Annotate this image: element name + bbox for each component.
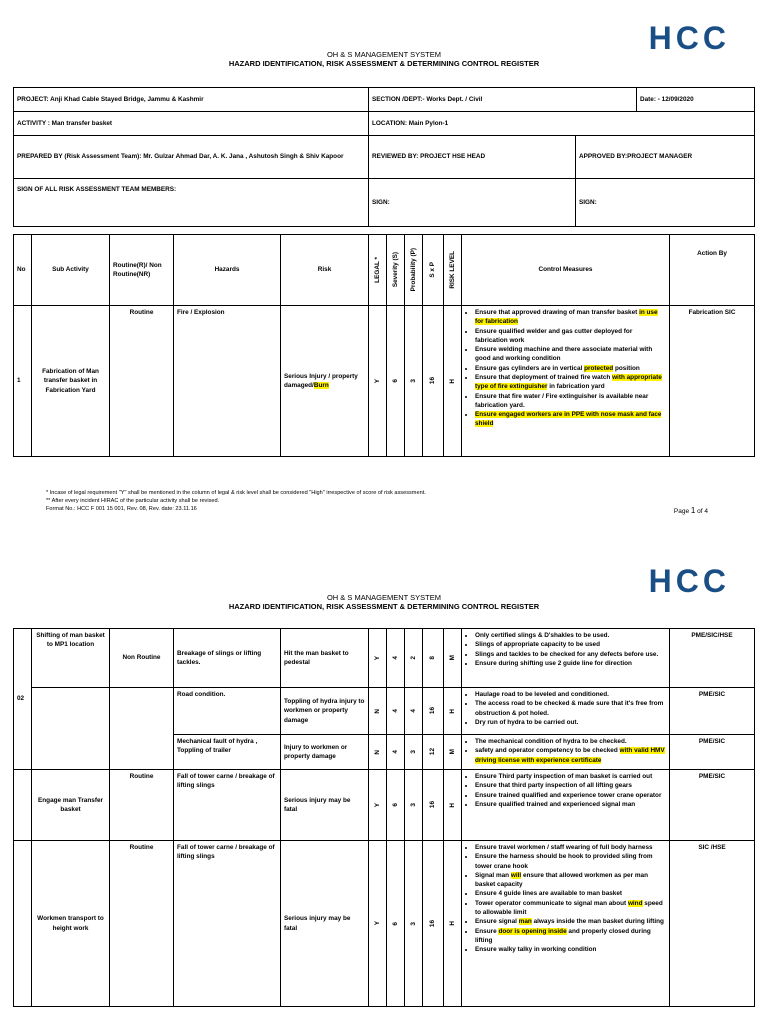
footer-notes [46, 490, 426, 513]
table-row [14, 306, 755, 457]
list-item: • Ensure during shifting use 2 guide line for direction [475, 659, 666, 668]
row-sxp: 16 [429, 919, 437, 928]
row-sub-activity: Workmen transport to height work [32, 841, 110, 1007]
row-legal: N [373, 708, 381, 714]
row-legal: Y [373, 378, 381, 384]
table-row [14, 841, 755, 1007]
section-cell: SECTION /DEPT:- Works Dept. / Civil [369, 88, 637, 112]
list-item: • Ensure door is opening inside and properly closed during lifting [475, 927, 666, 946]
row-risk: Hit the man basket to pedestal [281, 629, 369, 688]
row-hazard: Mechanical fault of hydra , Toppling of trailer [174, 735, 281, 770]
hcc-logo-page2: HCC [648, 563, 730, 599]
page-number: Page 1 of 4 [673, 506, 708, 515]
row-control-measures [462, 841, 670, 1007]
row-sxp: 16 [429, 377, 437, 385]
row-control-measures [462, 688, 670, 735]
list-item: • Ensure that third party inspection of all lifting gears [475, 781, 666, 790]
row-sxp: 12 [429, 748, 437, 756]
list-item: • Ensure that approved drawing of man transfer basket in use for fabrication [475, 308, 666, 327]
row-sub-activity: Shifting of man basket to MP1 location [32, 629, 110, 688]
col-risk-level: RISK LEVEL [448, 251, 456, 289]
list-item: • Only certified slings & D'shakles to be used. [475, 631, 666, 640]
list-item: • Signal man will ensure that allowed workmen as per man basket capacity [475, 871, 666, 890]
list-item: • The mechanical condition of hydra to be checked. [475, 737, 666, 746]
row-hazard: Fall of tower carne / breakage of lifting slings [174, 770, 281, 841]
row-sxp: 16 [429, 801, 437, 809]
row-risk-level: H [448, 802, 456, 808]
list-item: • Ensure walky talky in working condition [475, 945, 666, 954]
activity-cell: ACTIVITY : Man transfer basket [14, 112, 369, 136]
row-probability: 3 [409, 750, 417, 754]
list-item: • The access road to be checked & made sure that it's free from obstruction & pot holed. [475, 699, 666, 718]
row-routine: Routine [110, 770, 174, 841]
sign-all-cell: SIGN OF ALL RISK ASSESSMENT TEAM MEMBERS: [14, 179, 369, 227]
row-action-by: PME/SIC/HSE [670, 629, 755, 688]
row-sub-activity: Fabrication of Man transfer basket in Fabrication Yard [32, 306, 110, 457]
list-item: • Dry run of hydra to be carried out. [475, 718, 666, 727]
approved-by-cell: APPROVED BY:PROJECT MANAGER [576, 136, 755, 179]
row-risk-level: H [448, 921, 456, 926]
list-item: • Ensure travel workmen / staff wearing of full body harness [475, 843, 666, 852]
prepared-by-cell: PREPARED BY (Risk Assessment Team): Mr. Gulzar Ahmad Dar, A. K. Jana , Ashutosh Singh & Shiv Kapoor [14, 136, 369, 179]
hazard-register-table [13, 234, 755, 457]
row-routine: Routine [110, 306, 174, 457]
date-cell: Date: - 12/09/2020 [637, 88, 755, 112]
col-sxp: S x P [429, 262, 437, 278]
location-cell: LOCATION: Main Pylon-1 [369, 112, 755, 136]
list-item: • Ensure welding machine and there associate material with good and working condition [475, 345, 666, 364]
hazard-register-table-page2 [13, 628, 755, 1007]
col-routine: Routine(R)/ Non Routine(NR) [110, 235, 174, 306]
row-sxp: 8 [429, 656, 437, 660]
row-routine: Routine [110, 841, 174, 1007]
row-action-by: PME/SIC [670, 688, 755, 735]
row-probability: 2 [409, 656, 417, 660]
row-probability: 4 [409, 709, 417, 713]
col-sub-activity: Sub Activity [32, 235, 110, 306]
row-control-measures [462, 735, 670, 770]
reviewed-by-cell: REVIEWED BY: PROJECT HSE HEAD [369, 136, 576, 179]
sign-approve-cell: SIGN: [576, 179, 755, 227]
row-action-by: PME/SIC [670, 770, 755, 841]
footer-note-revise: ** After every incident HIRAC of the particular activity shall be revised. [46, 497, 220, 504]
row-legal: Y [373, 921, 381, 926]
row-risk: Serious Injury / property damaged/Burn [281, 306, 369, 457]
row-probability: 3 [409, 379, 417, 383]
sign-review-cell: SIGN: [369, 179, 576, 227]
row-hazard: Breakage of slings or lifting tackles. [174, 629, 281, 688]
footer-note-legal: * Incase of legal requirement "Y" shall be mentioned in the column of legal & risk level shall be considered "High" irrespective of score of risk assessment. [46, 490, 426, 496]
register-title: HAZARD IDENTIFICATION, RISK ASSESSMENT & DETERMINING CONTROL REGISTER [228, 59, 540, 68]
list-item: • Ensure qualified trained and experienced signal man [475, 800, 666, 809]
row-control-measures [462, 770, 670, 841]
list-item: • Haulage road to be leveled and conditioned. [475, 690, 666, 699]
project-info-table [13, 87, 755, 227]
list-item: • Ensure 4 guide lines are available to man basket [475, 889, 666, 898]
row-legal: Y [373, 655, 381, 661]
row-action-by: PME/SIC [670, 735, 755, 770]
list-item: • Tower operator communicate to signal man about wind speed to allowable limit [475, 899, 666, 918]
row-probability: 3 [409, 921, 417, 926]
project-cell: PROJECT: Anji Khad Cable Stayed Bridge, Jammu & Kashmir [14, 88, 369, 112]
row-no: 02 [14, 629, 32, 770]
col-risk: Risk [281, 235, 369, 306]
list-item: • Slings of appropriate capacity to be used [475, 640, 666, 649]
row-severity: 6 [391, 921, 399, 926]
list-item: • Ensure that deployment of trained fire watch with appropriate type of fire extinguisher in fabrication yard [475, 373, 666, 392]
row-sub-activity: Engage man Transfer basket [32, 770, 110, 841]
row-risk-level: M [448, 749, 456, 755]
col-no: No [14, 235, 32, 306]
row-risk-level: H [448, 708, 456, 714]
table-row [14, 770, 755, 841]
table-row [14, 688, 755, 735]
row-action-by: SIC /HSE [670, 841, 755, 1007]
row-severity: 4 [391, 750, 399, 754]
row-routine: Non Routine [110, 629, 174, 688]
system-title: OH & S MANAGEMENT SYSTEM [326, 50, 442, 59]
list-item: • Ensure the harness should be hook to provided sling from tower crane hook [475, 852, 666, 871]
row-risk: Serious injury may be fatal [281, 841, 369, 1007]
row-no: 1 [14, 306, 32, 457]
row-severity: 6 [391, 803, 399, 807]
list-item: • Ensure signal man always inside the man basket during lifting [475, 917, 666, 926]
list-item: • Ensure gas cylinders are in vertical protected position [475, 364, 666, 373]
col-hazards: Hazards [174, 235, 281, 306]
list-item: • Ensure that fire water / Fire extinguisher is available near fabrication yard. [475, 392, 666, 411]
row-risk-level: M [448, 655, 456, 661]
row-severity: 6 [391, 379, 399, 383]
list-item: • Slings and tackles to be checked for any defects before use. [475, 650, 666, 659]
row-severity: 4 [391, 656, 399, 660]
row-control-measures [462, 629, 670, 688]
register-title-page2: HAZARD IDENTIFICATION, RISK ASSESSMENT & DETERMINING CONTROL REGISTER [228, 602, 540, 611]
table-row [14, 629, 755, 688]
system-title-page2: OH & S MANAGEMENT SYSTEM [326, 593, 442, 602]
col-action-by: Action By [670, 235, 755, 306]
row-severity: 4 [391, 709, 399, 713]
col-probability: Probability (P) [409, 248, 417, 292]
row-hazard: Road condition. [174, 688, 281, 735]
row-hazard: Fall of tower carne / breakage of lifting slings [174, 841, 281, 1007]
col-control-measures: Control Measures [462, 235, 670, 306]
footer-format-no: Format No.: HCC F 001 15 001, Rev. 08, Rev. date: 23.11.16 [46, 505, 197, 512]
col-legal: LEGAL * [373, 257, 381, 283]
row-hazard: Fire / Explosion [174, 306, 281, 457]
list-item: • Ensure Third party inspection of man basket is carried out [475, 772, 666, 781]
col-severity: Severity (S) [391, 252, 399, 288]
row-legal: N [373, 749, 381, 755]
row-legal: Y [373, 802, 381, 808]
row-risk: Toppling of hydra injury to workmen or property damage [281, 688, 369, 735]
row-risk: Injury to workmen or property damage [281, 735, 369, 770]
row-sxp: 16 [429, 707, 437, 715]
list-item: • safety and operator competency to be checked with valid HMV driving license with experience certificate [475, 746, 666, 765]
row-action-by: Fabrication SIC [670, 306, 755, 457]
list-item: • Ensure trained qualified and experience tower crane operator [475, 791, 666, 800]
row-control-measures [462, 306, 670, 457]
row-risk: Serious injury may be fatal [281, 770, 369, 841]
list-item: • Ensure qualified welder and gas cutter deployed for fabrication work [475, 327, 666, 346]
row-risk-level: H [448, 378, 456, 384]
list-item: • Ensure engaged workers are in PPE with nose mask and face shield [475, 410, 666, 429]
hcc-logo: HCC [648, 20, 730, 56]
row-probability: 3 [409, 803, 417, 807]
